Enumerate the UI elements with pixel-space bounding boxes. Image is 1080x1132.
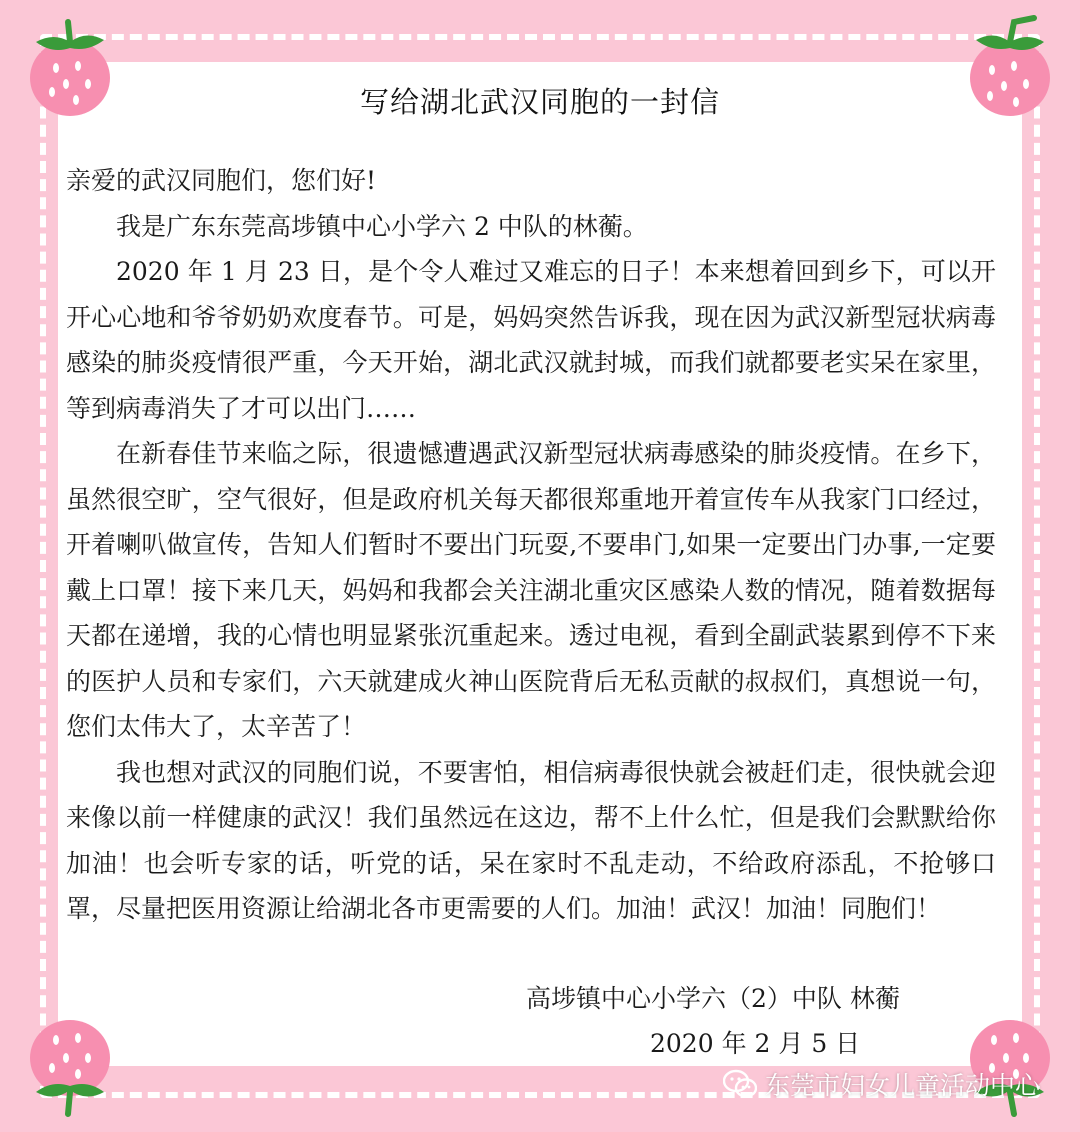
watermark (723, 1066, 1040, 1102)
letter-title: 写给湖北武汉同胞的一封信 (359, 85, 720, 119)
paragraph: 我是广东东莞高埗镇中心小学六 2 中队的林蘅。 (116, 211, 648, 241)
signature-block (520, 976, 960, 1066)
paragraph: 2020 年 1 月 23 日，是个令人难过又难忘的日子！本来想着回到乡下，可以开开心心地和爷爷奶奶欢度春节。可是，妈妈突然告诉我，现在因为武汉新型冠状病毒感染的肺炎疫情很严重，今天开始，湖北武汉就封城，而我们就都要老实呆在家里，等到病毒消失了才可以出门…… (66, 257, 996, 423)
watermark-text: 东莞市妇女儿童活动中心 (764, 1071, 1040, 1100)
signature-org: 高埗镇中心小学六（2）中队 林蘅 (526, 984, 900, 1013)
paragraph-greeting: 亲爱的武汉同胞们，您们好! (66, 166, 377, 195)
letter-body (66, 158, 996, 932)
signature-date: 2020 年 2 月 5 日 (650, 1029, 861, 1058)
paragraph: 我也想对武汉的同胞们说，不要害怕，相信病毒很快就会被赶们走，很快就会迎来像以前一样健康的武汉！我们虽然远在这边，帮不上什么忙，但是我们会默默给你加油！也会听专家的话，听党的话，呆在家时不乱走动，不给政府添乱，不抢够口罩，尽量把医用资源让给湖北各市更需要的人们。加油！武汉！加油！同胞们！ (66, 757, 996, 923)
wechat-icon (723, 1069, 757, 1099)
paragraph: 在新春佳节来临之际，很遗憾遭遇武汉新型冠状病毒感染的肺炎疫情。在乡下，虽然很空旷，空气很好，但是政府机关每天都很郑重地开着宣传车从我家门口经过，开着喇叭做宣传，告知人们暂时不要出门玩耍,不要串门,如果一定要出门办事,一定要戴上口罩！接下来几天，妈妈和我都会关注湖北重灾区感染人数的情况，随着数据每天都在递增，我的心情也明显紧张沉重起来。透过电视，看到全副武装累到停不下来的医护人员和专家们，六天就建成火神山医院背后无私贡献的叔叔们，真想说一句，您们太伟大了，太辛苦了！ (66, 439, 996, 741)
strawberry-icon (20, 1010, 120, 1120)
strawberry-icon (962, 1010, 1062, 1120)
